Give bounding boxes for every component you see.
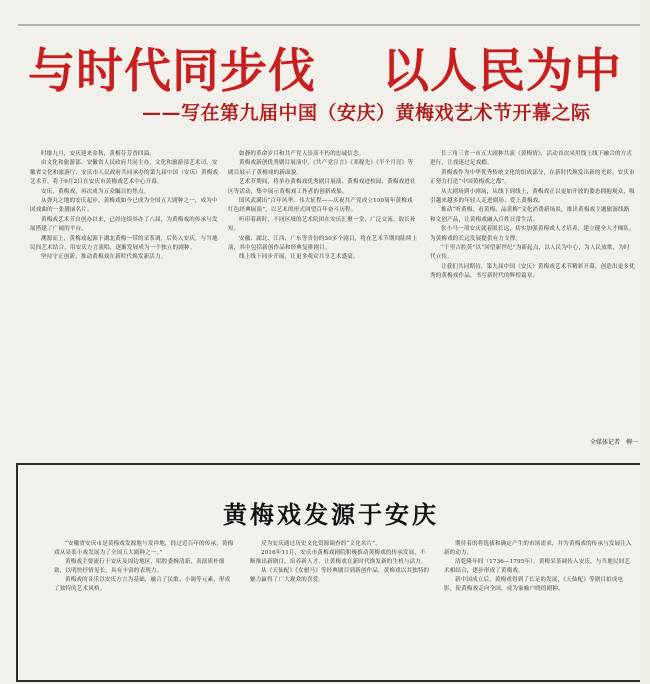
sidebar-body bbox=[54, 540, 634, 670]
article-paragraph: 黄梅戏新创优秀剧目展演中，《共产党宣言》《邓稼先》《半个月亮》等剧目展示了黄梅戏的新面貌。 bbox=[228, 160, 414, 176]
article-paragraph: 由文化和旅游部、安徽省人民政府共同主办，文化和旅游部艺术司、安徽省文化和旅游厅、安庆市人民政府共同承办的第九届中国（安庆）黄梅戏艺术节，将于9月2日在安庆市黄梅戏艺术中心开幕。 bbox=[30, 160, 219, 186]
sidebar-paragraph: 黄梅戏主要流行于安庆及周边地区，唱腔委婉清新，表演质朴细致，以明快抒情见长，具有丰富的表现力。 bbox=[54, 559, 225, 574]
sidebar-column-3 bbox=[444, 540, 634, 670]
headline-part1: 与时代同步伐 bbox=[28, 44, 316, 99]
sidebar-column-2 bbox=[250, 540, 430, 670]
article-paragraph: 线上线下同步开展，让更多观众共享艺术盛宴。 bbox=[239, 254, 359, 261]
headline bbox=[28, 34, 622, 101]
article-paragraph: 张小马一项安庆就着眼长远，切实加强黄梅戏人才培养，建立健全人才梯队，为黄梅戏的长远发展提供有力支撑。 bbox=[430, 226, 635, 242]
sidebar-paragraph: 反为安庆通过历史文化资源调查的“文化名片”。 bbox=[261, 541, 382, 547]
article-paragraph: 让我们共同期待，第九届中国（安庆）黄梅戏艺术节精彩开幕，创造出更多优秀的黄梅戏作品，书写新时代的辉煌篇章。 bbox=[430, 263, 635, 280]
article-paragraph: “千里古腔黄”以“回望新世纪”为新起点，以人民为中心，为人民放歌，为时代立传。 bbox=[430, 245, 630, 261]
article-byline: 全媒体记者 柳一 bbox=[589, 439, 638, 446]
article-paragraph: 推动“听黄梅、看黄梅、品黄梅”文化消费新场景，推出黄梅戏主题旅游线路和文创产品，让黄梅戏融入百姓日常生活。 bbox=[430, 207, 630, 223]
article-paragraph: 听印着新时，不同区域的艺术院团在安庆汇聚一堂，广泛交流、取长补短。 bbox=[228, 216, 416, 233]
sidebar-paragraph: 黄梅戏的音乐以安庆方言为基础，融合了民歌、小调等元素，形成了独特的艺术风格。 bbox=[54, 577, 231, 592]
article-paragraph: 艺术节期间，将举办黄梅戏优秀剧目展演、黄梅戏进校园、黄梅戏进社区等活动，集中展示黄梅戏工作者的创新成果。 bbox=[228, 179, 416, 195]
sidebar-paragraph: 从《天仙配》《女驸马》等经典剧目到新创作品，黄梅戏以其独特的魅力赢得了广大观众的喜爱。 bbox=[250, 568, 430, 583]
article-paragraph: 从大剧场到小剧场，从线下到线上，黄梅戏正以更加开放的姿态拥抱观众，吸引越来越多的年轻人走进剧场、爱上黄梅戏。 bbox=[430, 188, 635, 205]
subheadline: ——写在第九届中国（安庆）黄梅戏艺术节开幕之际 bbox=[142, 102, 591, 124]
sidebar-box bbox=[16, 463, 646, 682]
article-paragraph: 安庆，黄梅戏，再次成为万众瞩目的焦点。 bbox=[41, 188, 150, 195]
article-column-2 bbox=[228, 150, 418, 450]
article-column-1 bbox=[30, 150, 220, 450]
article-paragraph: 黄梅戏作为中华优秀传统文化的组成部分，在新时代焕发出新的光彩。安庆市正努力打造“中国黄梅戏之都”。 bbox=[430, 169, 635, 186]
article-paragraph: 从弹丸之地的安庆起步，黄梅戏如今已成为全国五大剧种之一，成为中国戏曲的一张靓丽名片。 bbox=[30, 198, 218, 214]
right-margin bbox=[640, 0, 650, 684]
article-paragraph: 时维九月，安庆迎来金秋，黄梅芬芳香四溢。 bbox=[41, 151, 156, 157]
sidebar-paragraph: 2016年11月，安庆市黄梅戏剧院积极推动黄梅戏的传承发展，不断推出新剧目，培养新人才，让黄梅戏在新时代焕发新的生机与活力。 bbox=[250, 550, 427, 565]
article-paragraph: 安徽、湖北、江西、广东等省份的30多个剧目，将在艺术节期间陆续上演，其中包括新创作品和经典复排剧目。 bbox=[228, 235, 418, 252]
article-paragraph: 溯源而上，黄梅戏起源于湖北黄梅一带的采茶调，后传入安庆，与当地民间艺术结合，用安庆方言演唱，逐渐发展成为一个独立的剧种。 bbox=[30, 235, 218, 252]
sidebar-paragraph: “安徽省安庆市是黄梅戏发源地与发祥地，经过近百年的传承，黄梅戏从采茶小戏发展为了全国五大剧种之一。” bbox=[54, 541, 234, 556]
headline-part2: 以人民为中 bbox=[382, 44, 622, 99]
sidebar-paragraph: 期待着的将选拔和确定产生的市场需求，并为黄梅戏的传承与发展注入新的动力。 bbox=[444, 541, 632, 556]
sidebar-paragraph: 新中国成立后，黄梅戏得到了长足的发展，《天仙配》等剧目拍成电影，使黄梅戏走向全国，成为家喻户晓的剧种。 bbox=[444, 577, 624, 592]
sidebar-column-1 bbox=[54, 540, 234, 670]
top-rule bbox=[18, 24, 650, 26]
article-body bbox=[30, 150, 640, 450]
sidebar-paragraph: 清乾隆年间（1736—1795年），黄梅采茶调传入安庆，与当地民间艺术相结合，逐步形成了黄梅戏。 bbox=[444, 559, 631, 574]
article-paragraph: 国风武满出“百年风华、伟大征程——庆祝共产党成立100周年黄梅戏红色经典展演”，以艺术的形式回望百年奋斗历程。 bbox=[228, 198, 413, 214]
article-paragraph: 黄梅戏艺术节自创办以来，已经连续举办了八届，为黄梅戏的传承与发展搭建了广阔的平台。 bbox=[30, 216, 218, 233]
article-paragraph: 如静的革命岁月和共产党人崇高不朽的忠诚信念。 bbox=[239, 151, 365, 157]
sidebar-title: 黄梅戏发源于安庆 bbox=[223, 500, 439, 529]
article-paragraph: 长三角三省一市五大剧种共演《黄梅情》，活动首次采用线上线下融合的方式进行，让戏迷过足戏瘾。 bbox=[430, 151, 633, 167]
article-column-3 bbox=[430, 150, 635, 450]
article-paragraph: 坚持守正创新，推动黄梅戏在新时代焕发新活力。 bbox=[41, 254, 167, 261]
